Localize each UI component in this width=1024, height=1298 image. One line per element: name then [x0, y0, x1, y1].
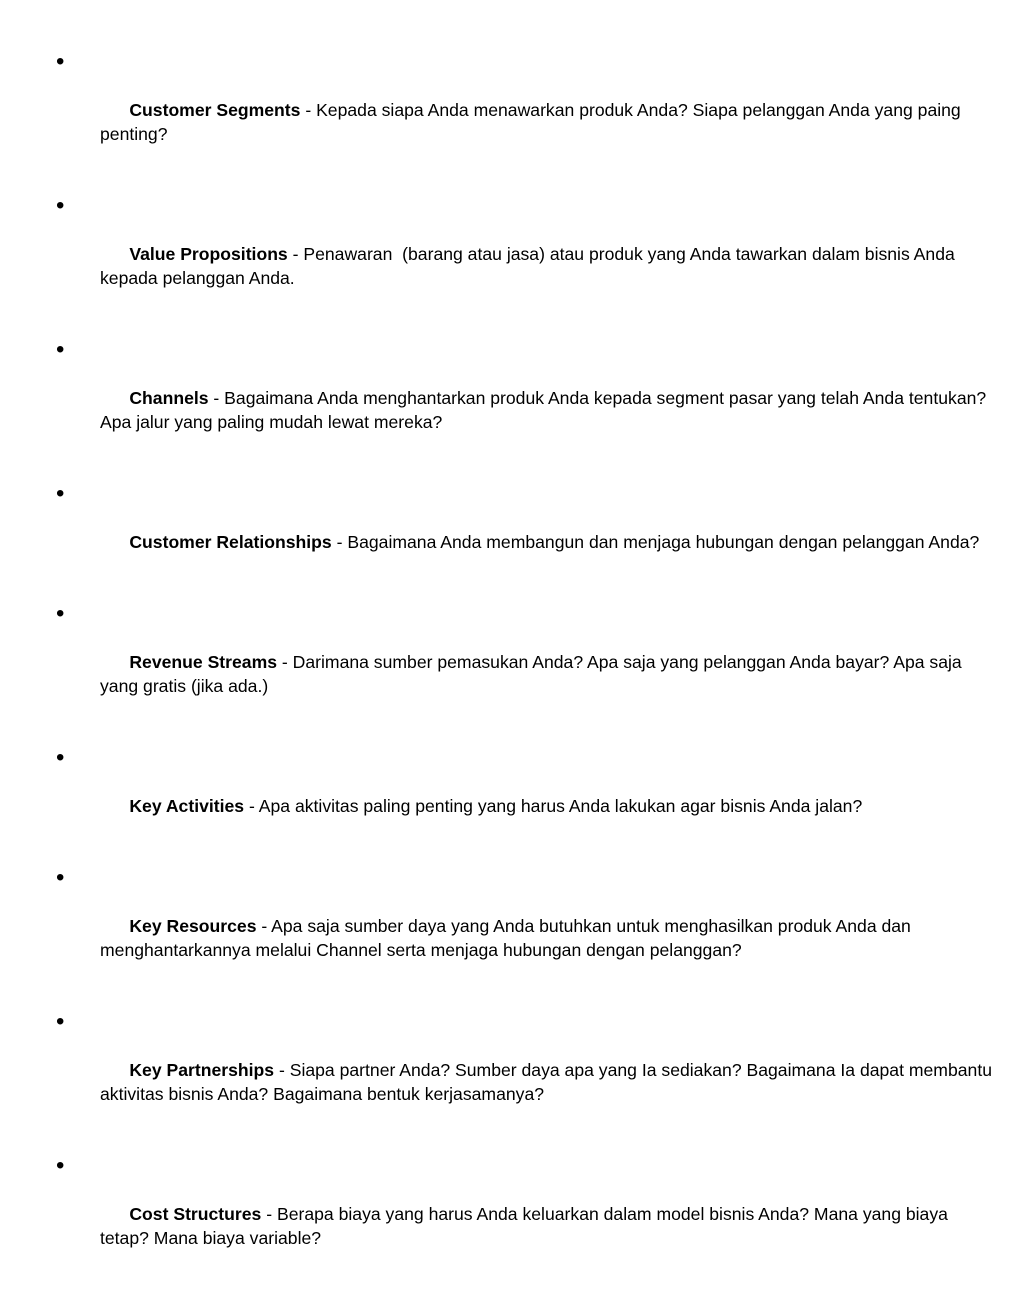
item-term: Key Activities [129, 796, 245, 816]
item-term: Cost Structures [129, 1204, 262, 1224]
item-term: Customer Segments [129, 100, 301, 120]
bullet-icon: • [56, 48, 65, 75]
list-item [0, 482, 1024, 578]
bullet-icon: • [56, 480, 65, 507]
item-description: - Apa saja sumber daya yang Anda butuhkan untuk menghasilkan produk Anda dan menghantarkannya melalui Channel serta menjaga hubungan dengan pelanggan? [100, 916, 916, 960]
item-description: - Siapa partner Anda? Sumber daya apa yang Ia sediakan? Bagaimana Ia dapat membantu aktivitas bisnis Anda? Bagaimana bentuk kerjasamanya? [100, 1060, 997, 1104]
list-item [0, 50, 1024, 170]
list-item [0, 1010, 1024, 1130]
item-description: - Bagaimana Anda membangun dan menjaga hubungan dengan pelanggan Anda? [331, 532, 980, 552]
item-term: Channels [129, 388, 209, 408]
list-item [0, 338, 1024, 458]
list-item [0, 602, 1024, 722]
bullet-list [0, 50, 1024, 1298]
bullet-icon: • [56, 600, 65, 627]
bullet-icon: • [56, 1152, 65, 1179]
item-term: Key Resources [129, 916, 257, 936]
item-description: - Penawaran (barang atau jasa) atau produk yang Anda tawarkan dalam bisnis Anda kepada pelanggan Anda. [100, 244, 960, 288]
item-term: Key Partnerships [129, 1060, 275, 1080]
item-description: - Bagaimana Anda menghantarkan produk Anda kepada segment pasar yang telah Anda tentukan? Apa jalur yang paling mudah lewat mereka? [100, 388, 991, 432]
item-term: Value Propositions [129, 244, 288, 264]
item-term: Customer Relationships [129, 532, 332, 552]
item-term: Revenue Streams [129, 652, 278, 672]
bullet-icon: • [56, 864, 65, 891]
item-description: - Kepada siapa Anda menawarkan produk Anda? Siapa pelanggan Anda yang paing penting? [100, 100, 966, 144]
list-item [0, 1154, 1024, 1274]
item-description: - Apa aktivitas paling penting yang harus Anda lakukan agar bisnis Anda jalan? [244, 796, 863, 816]
list-item [0, 746, 1024, 842]
item-description: - Darimana sumber pemasukan Anda? Apa saja yang pelanggan Anda bayar? Apa saja yang gratis (jika ada.) [100, 652, 967, 696]
list-item [0, 194, 1024, 314]
item-description: - Berapa biaya yang harus Anda keluarkan dalam model bisnis Anda? Mana yang biaya tetap? Mana biaya variable? [100, 1204, 953, 1248]
bullet-icon: • [56, 336, 65, 363]
bullet-icon: • [56, 1008, 65, 1035]
list-item [0, 866, 1024, 986]
bullet-icon: • [56, 192, 65, 219]
bullet-icon: • [56, 744, 65, 771]
